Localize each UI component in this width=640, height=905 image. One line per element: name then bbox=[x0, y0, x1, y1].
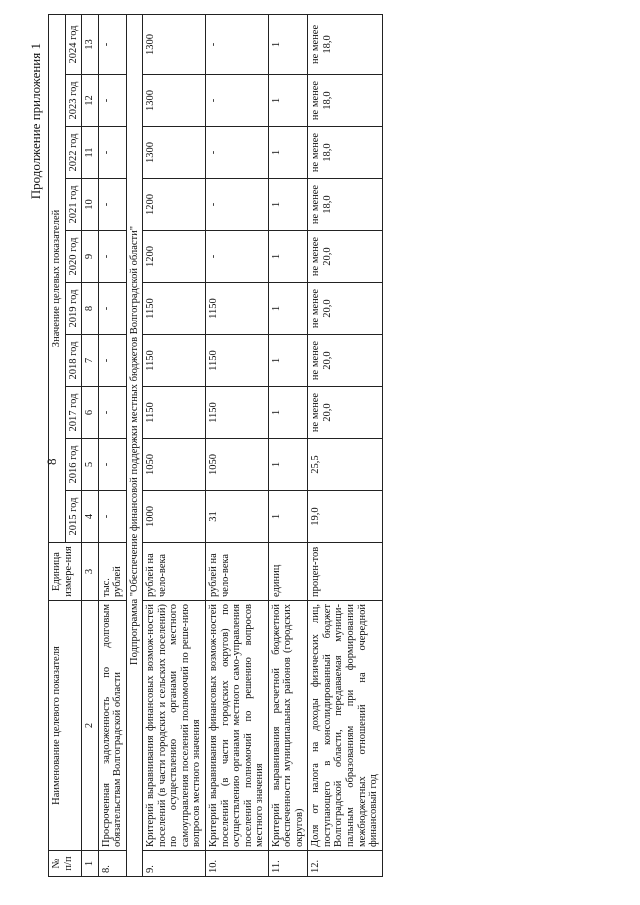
year-head: 2017 год bbox=[65, 387, 82, 439]
col-number: 9 bbox=[82, 231, 99, 283]
col-number: 13 bbox=[82, 14, 99, 74]
value-cell: 1300 bbox=[143, 14, 206, 74]
value-cell: - bbox=[98, 75, 126, 127]
value-cell: - bbox=[98, 14, 126, 74]
value-cell: 19,0 bbox=[308, 491, 382, 543]
indicator-name: Критерий выравнивания финансовых возмож-ностей поселений (в части городских и сельских поселений) по осуществлению органами местного самоуправления поселений полномочий по реше-нию вопросов местного значения bbox=[143, 601, 206, 851]
col-unit-head: Единица измере-ния bbox=[49, 543, 82, 601]
page-number: 8 bbox=[44, 458, 59, 465]
value-cell: - bbox=[98, 231, 126, 283]
value-cell: - bbox=[206, 14, 269, 74]
year-head: 2018 год bbox=[65, 335, 82, 387]
value-cell: 1150 bbox=[206, 387, 269, 439]
value-cell: - bbox=[206, 127, 269, 179]
value-cell: - bbox=[98, 387, 126, 439]
indicator-name: Критерий выравнивания финансовых возмож-ностей поселений (в части городских округов) по осуществлению органами местного само-управления поселений полномочий по решению вопросов местного значения bbox=[206, 601, 269, 851]
col-number: 8 bbox=[82, 283, 99, 335]
indicator-name: Критерий выравнивания расчетной бюджетной обеспеченности муниципальных районов (городских округов) bbox=[268, 601, 308, 851]
value-cell: 1150 bbox=[206, 283, 269, 335]
table-header-row bbox=[49, 14, 66, 876]
value-cell: 1150 bbox=[143, 335, 206, 387]
table-row bbox=[206, 14, 269, 876]
indicator-unit: тыс. рублей bbox=[98, 543, 126, 601]
subprogram-row bbox=[126, 14, 143, 876]
col-number: 3 bbox=[82, 543, 99, 601]
year-head: 2020 год bbox=[65, 231, 82, 283]
value-cell: 1 bbox=[268, 439, 308, 491]
value-cell: - bbox=[98, 179, 126, 231]
value-cell: 1150 bbox=[143, 387, 206, 439]
value-cell: 1050 bbox=[206, 439, 269, 491]
row-number: 9. bbox=[143, 851, 206, 877]
row-number: 11. bbox=[268, 851, 308, 877]
value-cell: не менее 18,0 bbox=[308, 75, 382, 127]
row-number: 12. bbox=[308, 851, 382, 877]
table-row bbox=[308, 14, 382, 876]
value-cell: не менее 20,0 bbox=[308, 387, 382, 439]
value-cell: - bbox=[206, 75, 269, 127]
indicator-unit: процен-тов bbox=[308, 543, 382, 601]
value-cell: - bbox=[206, 231, 269, 283]
table-row bbox=[268, 14, 308, 876]
year-head: 2021 год bbox=[65, 179, 82, 231]
value-cell: 1300 bbox=[143, 127, 206, 179]
year-head: 2023 год bbox=[65, 75, 82, 127]
value-cell: не менее 18,0 bbox=[308, 179, 382, 231]
value-cell: - bbox=[98, 127, 126, 179]
value-cell: 1050 bbox=[143, 439, 206, 491]
row-number: 8. bbox=[98, 851, 126, 877]
value-cell: 1300 bbox=[143, 75, 206, 127]
value-cell: 1 bbox=[268, 75, 308, 127]
value-cell: - bbox=[98, 283, 126, 335]
year-head: 2022 год bbox=[65, 127, 82, 179]
value-cell: не менее 18,0 bbox=[308, 127, 382, 179]
value-cell: 1 bbox=[268, 231, 308, 283]
year-head: 2019 год bbox=[65, 283, 82, 335]
indicator-name: Просроченная задолженность по долговым обязательствам Волгоградской области bbox=[98, 601, 126, 851]
value-cell: 1 bbox=[268, 179, 308, 231]
col-values-head: Значение целевых показателей bbox=[49, 14, 66, 542]
document-sheet bbox=[0, 15, 640, 895]
value-cell: 1200 bbox=[143, 179, 206, 231]
indicator-unit: рублей на чело-века bbox=[206, 543, 269, 601]
table-row bbox=[143, 14, 206, 876]
column-numbers-row bbox=[82, 14, 99, 876]
value-cell: не менее 20,0 bbox=[308, 283, 382, 335]
value-cell: - bbox=[98, 439, 126, 491]
row-number: 10. bbox=[206, 851, 269, 877]
col-number: 10 bbox=[82, 179, 99, 231]
value-cell: 31 bbox=[206, 491, 269, 543]
subprogram-title: Подпрограмма "Обеспечение финансовой поддержки местных бюджетов Волгоградской области" bbox=[126, 14, 143, 876]
value-cell: 1 bbox=[268, 14, 308, 74]
col-number: 6 bbox=[82, 387, 99, 439]
year-head: 2016 год bbox=[65, 439, 82, 491]
value-cell: не менее 20,0 bbox=[308, 231, 382, 283]
indicator-unit: рублей на чело-века bbox=[143, 543, 206, 601]
indicators-table bbox=[48, 14, 383, 877]
col-name-head: Наименование целевого показателя bbox=[49, 601, 82, 851]
table-row bbox=[98, 14, 126, 876]
col-number: 2 bbox=[82, 601, 99, 851]
value-cell: - bbox=[206, 179, 269, 231]
value-cell: 1000 bbox=[143, 491, 206, 543]
value-cell: 25,5 bbox=[308, 439, 382, 491]
year-head: 2015 год bbox=[65, 491, 82, 543]
year-head: 2024 год bbox=[65, 14, 82, 74]
value-cell: не менее 18,0 bbox=[308, 14, 382, 74]
col-number: 7 bbox=[82, 335, 99, 387]
indicator-name: Доля от налога на доходы физических лиц, поступающего в консолидированный бюджет Волгоградской области, передаваемая муници-пальным образованиям при формировании межбюджетных отношений на очередной финансовый год bbox=[308, 601, 382, 851]
value-cell: 1 bbox=[268, 335, 308, 387]
value-cell: 1150 bbox=[206, 335, 269, 387]
col-number: 11 bbox=[82, 127, 99, 179]
value-cell: не менее 20,0 bbox=[308, 335, 382, 387]
col-number: 5 bbox=[82, 439, 99, 491]
value-cell: 1 bbox=[268, 491, 308, 543]
value-cell: 1 bbox=[268, 127, 308, 179]
value-cell: - bbox=[98, 335, 126, 387]
value-cell: 1 bbox=[268, 387, 308, 439]
value-cell: 1 bbox=[268, 283, 308, 335]
value-cell: 1200 bbox=[143, 231, 206, 283]
continuation-label: Продолжение приложения 1 bbox=[28, 43, 43, 200]
indicator-unit: единиц bbox=[268, 543, 308, 601]
col-num-head: № п/п bbox=[49, 851, 82, 877]
value-cell: - bbox=[98, 491, 126, 543]
col-number: 1 bbox=[82, 851, 99, 877]
col-number: 4 bbox=[82, 491, 99, 543]
value-cell: 1150 bbox=[143, 283, 206, 335]
col-number: 12 bbox=[82, 75, 99, 127]
